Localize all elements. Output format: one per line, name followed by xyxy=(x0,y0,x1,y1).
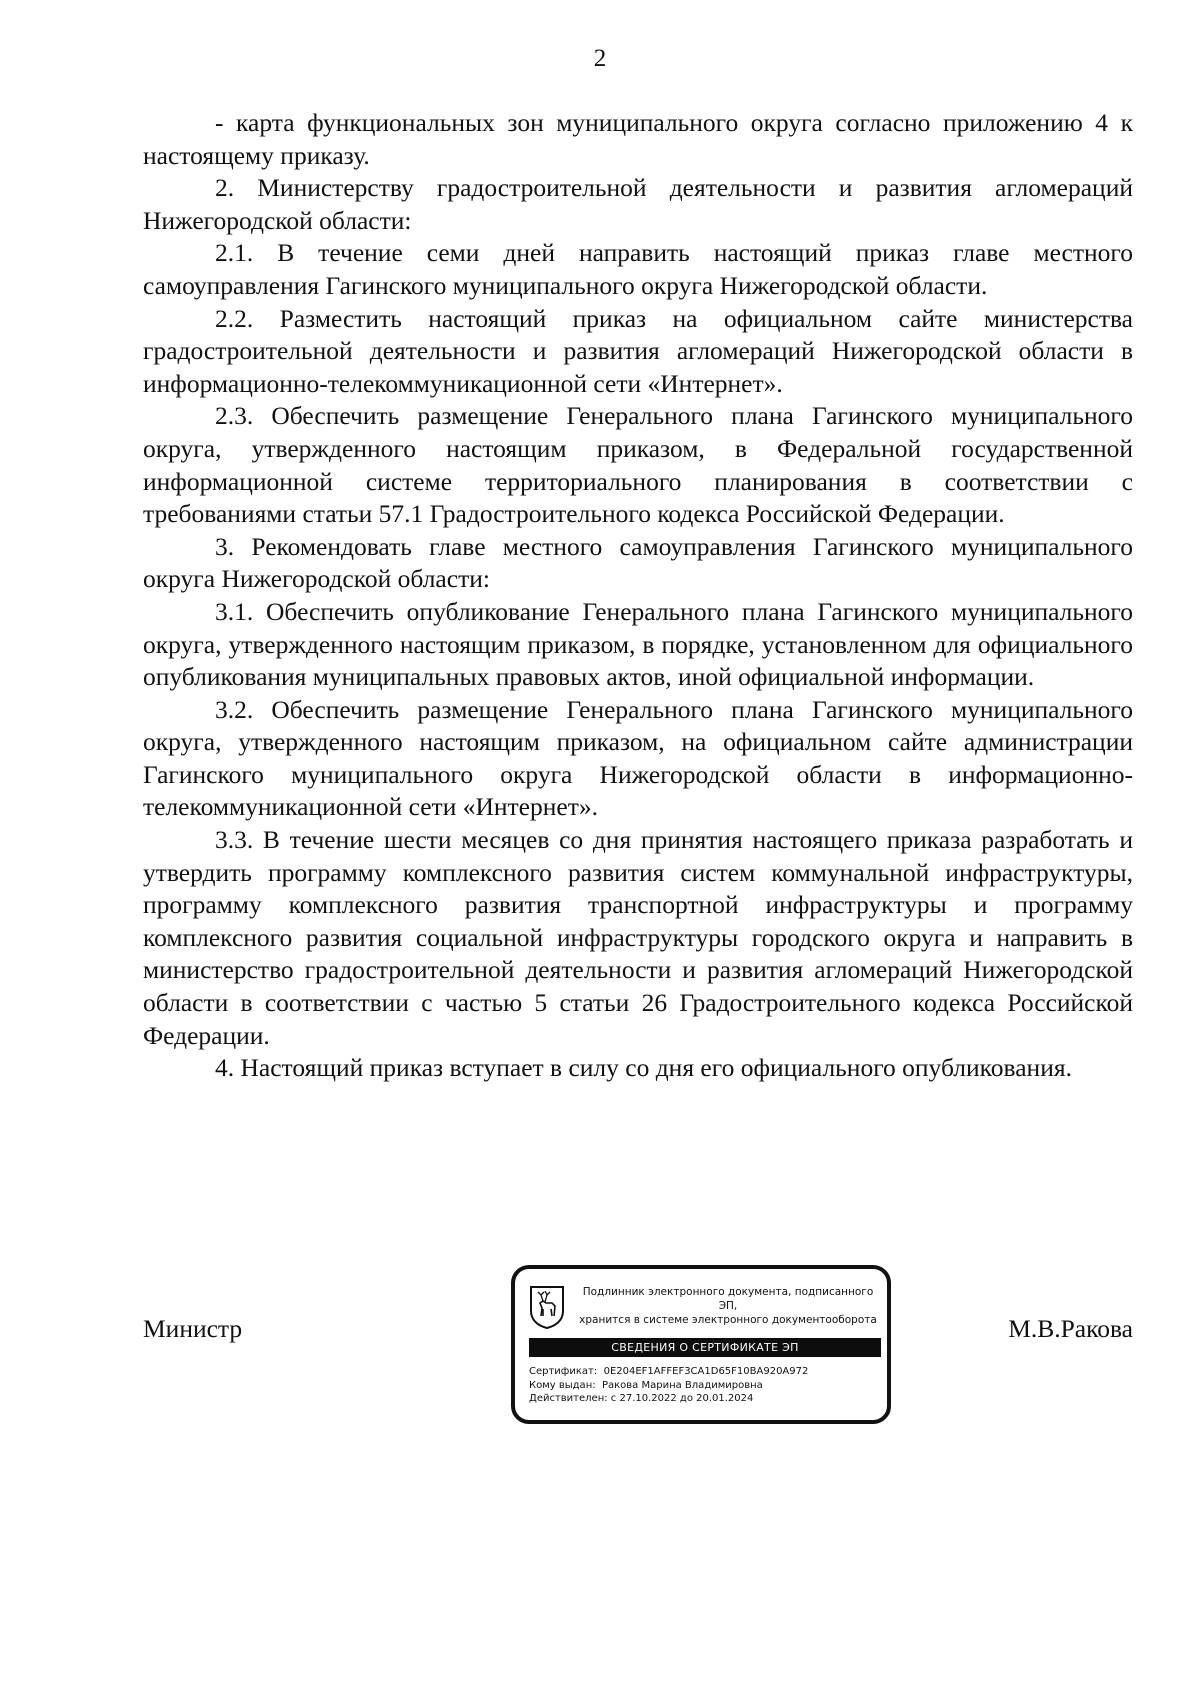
stamp-note-line-1: Подлинник электронного документа, подписанного ЭП, xyxy=(582,1286,874,1312)
issued-to-row xyxy=(529,1379,881,1393)
validity-value: с 27.10.2022 до 20.01.2024 xyxy=(610,1393,754,1404)
validity-row xyxy=(529,1392,881,1406)
document-body xyxy=(143,107,1133,1085)
paragraph-3-2: 3.2. Обеспечить размещение Генерального плана Гагинского муниципального округа, утвержденного настоящим приказом, на официальном сайте администрации Гагинского муниципального округа Нижегородской области в информационно-телекоммуникационной сети «Интернет». xyxy=(143,694,1133,822)
paragraph-3-1: 3.1. Обеспечить опубликование Генерального плана Гагинского муниципального округа, утвержденного настоящим приказом, в порядке, установленном для официального опубликования муниципальных правовых актов, иной официальной информации. xyxy=(143,596,1133,692)
signatory-title: Министр xyxy=(143,1314,243,1343)
paragraph-3: 3. Рекомендовать главе местного самоуправления Гагинского муниципального округа Нижегородской области: xyxy=(143,531,1133,594)
paragraph-bullet-map: - карта функциональных зон муниципального округа согласно приложению 4 к настоящему приказу. xyxy=(143,108,1133,170)
stamp-certificate-header: СВЕДЕНИЯ О СЕРТИФИКАТЕ ЭП xyxy=(529,1338,881,1357)
paragraph-2: 2. Министерству градостроительной деятельности и развития агломераций Нижегородской области: xyxy=(143,173,1133,235)
paragraph-2-1: 2.1. В течение семи дней направить настоящий приказ главе местного самоуправления Гагинского муниципального округа Нижегородской области. xyxy=(143,238,1133,300)
stamp-note-line-2: хранится в системе электронного документооборота xyxy=(579,1314,877,1326)
paragraph-2-2: 2.2. Разместить настоящий приказ на официальном сайте министерства градостроительной деятельности и развития агломераций Нижегородской области в информационно-телекоммуникационной сети «Интернет». xyxy=(143,303,1133,398)
stamp-certificate-details xyxy=(529,1365,881,1406)
signatory-name: М.В.Ракова xyxy=(1008,1314,1133,1343)
certificate-label: Сертификат: xyxy=(529,1366,598,1377)
certificate-value: 0E204EF1AFFEF3CA1D65F10BA920A972 xyxy=(603,1366,809,1377)
stamp-note xyxy=(573,1285,883,1327)
paragraph-2-3: 2.3. Обеспечить размещение Генерального плана Гагинского муниципального округа, утвержденного настоящим приказом, в Федеральной государственной информационной системе территориального планирования в соответствии с требованиями статьи 57.1 Градостроительного кодекса Российской Федерации. xyxy=(143,401,1133,529)
validity-label: Действителен: xyxy=(529,1393,608,1404)
paragraph-3-3: 3.3. В течение шести месяцев со дня принятия настоящего приказа разработать и утвердить программу комплексного развития систем коммунальной инфраструктуры, программу комплексного развития транспортной инфраструктуры и программу комплексного развития социальной инфраструктуры городского округа и направить в министерство градостроительной деятельности и развития агломераций Нижегородской области в соответствии с частью 5 статьи 26 Градостроительного кодекса Российской Федерации. xyxy=(143,825,1133,1050)
issued-to-value: Ракова Марина Владимировна xyxy=(601,1379,763,1391)
electronic-signature-stamp xyxy=(511,1265,891,1424)
paragraph-4: 4. Настоящий приказ вступает в силу со дня его официального опубликования. xyxy=(215,1053,1072,1083)
deer-coat-of-arms-icon xyxy=(529,1285,565,1329)
issued-to-label: Кому выдан: xyxy=(529,1379,596,1391)
page-number: 2 xyxy=(593,45,607,72)
certificate-row xyxy=(529,1365,881,1379)
